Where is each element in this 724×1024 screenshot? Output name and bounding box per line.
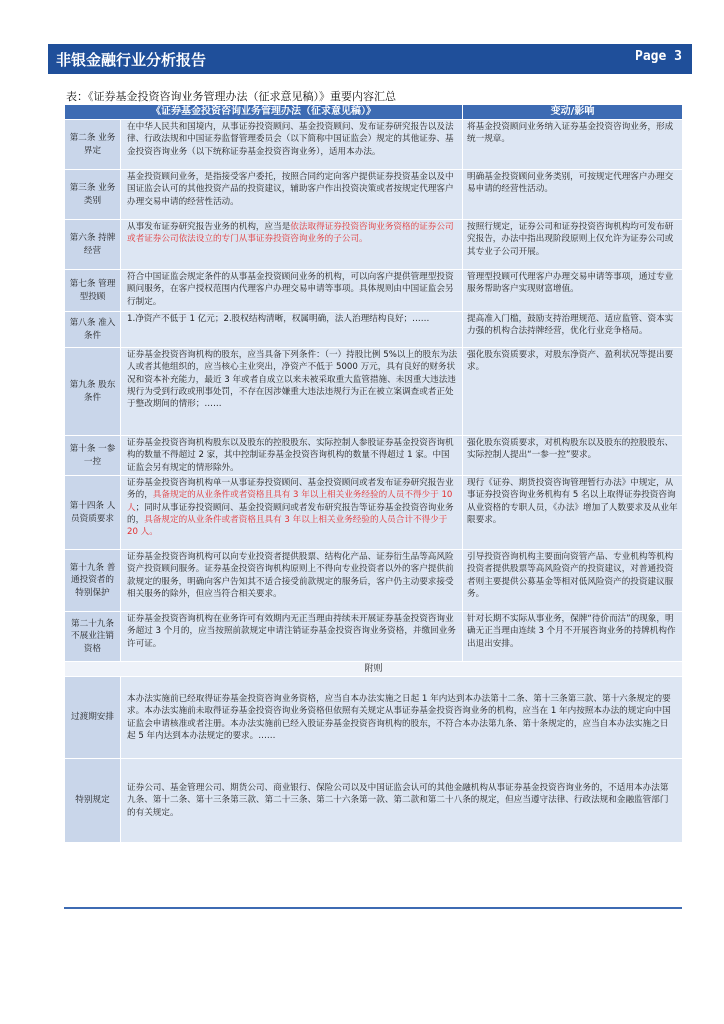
row-impact-text: 强化股东资质要求，对股东净资产、盈利状况等提出要求。: [463, 348, 683, 436]
row-provision-text: [121, 170, 463, 220]
row-provision-text: [121, 348, 463, 436]
highlighted-text: 具备规定的从业条件或者资格且具有 3 年以上相关业务经验的人员不得少于 10 人: [127, 490, 453, 513]
row-label: 第九条 股东条件: [65, 348, 121, 436]
row-provision-text: [121, 436, 463, 476]
row-label: 第二条 业务界定: [65, 120, 121, 170]
provision-text-segment: 证券基金投资咨询机构在业务许可有效期内无正当理由持续未开展证券基金投资咨询业务超过 3 个月的，应当按照前款规定申请注销证券基金投资咨询业务资格，并缴回业务许可证。: [127, 614, 456, 649]
provision-text-segment: 从事发布证券研究报告业务的机构，应当是: [127, 222, 291, 232]
row-label: 第十四条 人员资质要求: [65, 476, 121, 550]
row-label: 第二十九条 不展业注销资格: [65, 612, 121, 662]
table-row: [65, 120, 683, 170]
row-label: 第三条 业务类别: [65, 170, 121, 220]
provision-text-segment: 符合中国证监会规定条件的从事基金投资顾问业务的机构，可以向客户提供管理型投资顾问服务，在客户授权范围内代理客户办理交易申请等事项。具体规则由中国证监会另行制定。: [127, 272, 454, 307]
row-provision-text: [121, 120, 463, 170]
row-provision-text: [121, 476, 463, 550]
page-number: Page 3: [635, 49, 682, 64]
row-impact-text: 提高准入门槛，鼓励支持治理规范、适应监管、资本实力强的机构合法持牌经营，优化行业竞争格局。: [463, 312, 683, 348]
provision-text-segment: 证券基金投资咨询机构单一从事证券投资顾问、基金投资顾问或者发布证券研究报告业务的，: [127, 478, 454, 501]
provision-text-segment: 证券基金投资咨询机构的股东，应当具备下列条件：（一）持股比例 5%以上的股东为法人或者其他组织的，应当核心主业突出，净资产不低于 5000 万元，具有良好的财务状况和资本补充能力，最近 3 年或者自成立以来未被采取重大监管措施、未因重大违法违规行为受到行政或刑事处罚，不存在因涉嫌重大违法违规行为正在被立案调查或者正处于整改期间的情形；……: [127, 350, 458, 410]
provision-text-segment: 证券基金投资咨询机构股东以及股东的控股股东、实际控制人参股证券基金投资咨询机构的数量不得超过 2 家，其中控制证券基金投资咨询机构的数量不得超过 1 家。中国证监会另有规定的情形除外。: [127, 438, 454, 473]
row-label: 第七条 管理型投顾: [65, 270, 121, 312]
row-label: 第十九条 普通投资者的特别保护: [65, 550, 121, 612]
row-impact-text: 管理型投顾可代理客户办理交易申请等事项，通过专业服务帮助客户实现财富增值。: [463, 270, 683, 312]
report-header-bar: [48, 44, 692, 74]
provision-text-segment: 基金投资顾问业务，是指接受客户委托，按照合同约定向客户提供证券投资基金以及中国证监会认可的其他投资产品的投资建议，辅助客户作出投资决策或者按规定代理客户办理交易申请的经营性活动。: [127, 172, 454, 207]
table-row: [65, 170, 683, 220]
provision-text-segment: 证券基金投资咨询机构可以向专业投资者提供股票、结构化产品、证券衍生品等高风险资产投资顾问服务。证券基金投资咨询机构原则上不得向专业投资者以外的客户提供前款规定的服务，明确向客户告知其不适合接受前款规定的服务后，客户仍主动要求接受相关服务的除外，但应当符合相关要求。: [127, 552, 454, 599]
highlighted-text: 依法取得证券投资咨询业务资格的证券公司或者证券公司依法设立的专门从事证券投资咨询业务的子公司。: [127, 222, 454, 245]
row-provision-text: [121, 220, 463, 270]
row-label: 第六条 持牌经营: [65, 220, 121, 270]
row-provision-text: [121, 612, 463, 662]
provision-text-segment: 1.净资产不低于 1 亿元；2.股权结构清晰，权属明确，法人治理结构良好；……: [127, 314, 430, 324]
appendix-row: [65, 677, 683, 759]
column-header-provision: 《证券基金投资咨询业务管理办法（征求意见稿）》: [65, 105, 463, 120]
row-impact-text: 按照行规定，证券公司和证券投资咨询机构均可发布研究报告，办法中指出现阶段原则上仅允许为证券公司或其专业子公司开展。: [463, 220, 683, 270]
appendix-label: 过渡期安排: [65, 677, 121, 759]
row-impact-text: 强化股东资质要求，对机构股东以及股东的控股股东、实际控制人提出“一参一控”要求。: [463, 436, 683, 476]
row-impact-text: 现行《证券、期货投资咨询管理暂行办法》中规定，从事证券投资咨询业务机构有 5 名以上取得证券投资咨询从业资格的专职人员，《办法》增加了人数要求及从业年限要求。: [463, 476, 683, 550]
table-row: [65, 270, 683, 312]
regulation-summary-table: [64, 104, 683, 843]
appendix-label: 特别规定: [65, 759, 121, 843]
appendix-text: 本办法实施前已经取得证券基金投资咨询业务资格，应当自本办法实施之日起 1 年内达到本办法第十二条、第十三条第三款、第十六条规定的要求。本办法实施前未取得证券基金投资咨询业务资格但依照有关规定从事证券基金投资咨询业务的机构，应当在 1 年内按照本办法的规定向中国证监会申请核准或者注册。本办法实施前已经入股证券基金投资咨询机构的股东，不符合本办法第九条、第十条规定的，应当自本办法实施之日起 5 年内达到本办法规定的要求。……: [121, 677, 683, 759]
bottom-divider: [64, 907, 682, 909]
table-row: [65, 550, 683, 612]
provision-text-segment: ；同时从事证券投资顾问、基金投资顾问或者发布研究报告等证券基金投资咨询业务的，: [127, 502, 454, 525]
table-caption: 表：《证券基金投资咨询业务管理办法（征求意见稿）》重要内容汇总: [66, 90, 396, 103]
report-title: 非银金融行业分析报告: [56, 51, 207, 69]
row-impact-text: 针对长期不实际从事业务，保牌“待价而沽”的现象，明确无正当理由连续 3 个月不开展咨询业务的持牌机构作出退出安排。: [463, 612, 683, 662]
table-row: [65, 348, 683, 436]
column-header-impact: 变动/影响: [463, 105, 683, 120]
row-impact-text: 将基金投资顾问业务纳入证券基金投资咨询业务，形成统一规章。: [463, 120, 683, 170]
table-header-row: [65, 105, 683, 120]
table-row: [65, 436, 683, 476]
appendix-row: [65, 759, 683, 843]
row-impact-text: 明确基金投资顾问业务类别，可按规定代理客户办理交易申请的经营性活动。: [463, 170, 683, 220]
table-row: [65, 312, 683, 348]
row-label: 第十条 一参一控: [65, 436, 121, 476]
appendix-section-row: [65, 662, 683, 677]
row-impact-text: 引导投资咨询机构主要面向资管产品、专业机构等机构投资者提供股票等高风险资产的投资建议，对普通投资者则主要提供公募基金等相对低风险资产的投资建议服务。: [463, 550, 683, 612]
row-provision-text: [121, 312, 463, 348]
table-row: [65, 220, 683, 270]
table-row: [65, 612, 683, 662]
highlighted-text: 具备规定的从业条件或者资格且具有 3 年以上相关业务经验的人员合计不得少于 20 人。: [127, 514, 448, 538]
row-label: 第八条 准入条件: [65, 312, 121, 348]
appendix-text: 证券公司、基金管理公司、期货公司、商业银行、保险公司以及中国证监会认可的其他金融机构从事证券基金投资咨询业务的，不适用本办法第九条、第十二条、第十三条第三款、第二十三条、第二十六条第一款、第二款和第二十八条的规定，但应当遵守法律、行政法规和金融监管部门的有关规定。: [121, 759, 683, 843]
appendix-title: 附则: [65, 662, 683, 677]
row-provision-text: [121, 270, 463, 312]
provision-text-segment: 在中华人民共和国境内，从事证券投资顾问、基金投资顾问、发布证券研究报告以及法律、行政法规和中国证券监督管理委员会（以下简称中国证监会）规定的其他证券、基金投资咨询业务（以下统称证券基金投资咨询业务），适用本办法。: [127, 122, 454, 157]
table-row: [65, 476, 683, 550]
row-provision-text: [121, 550, 463, 612]
